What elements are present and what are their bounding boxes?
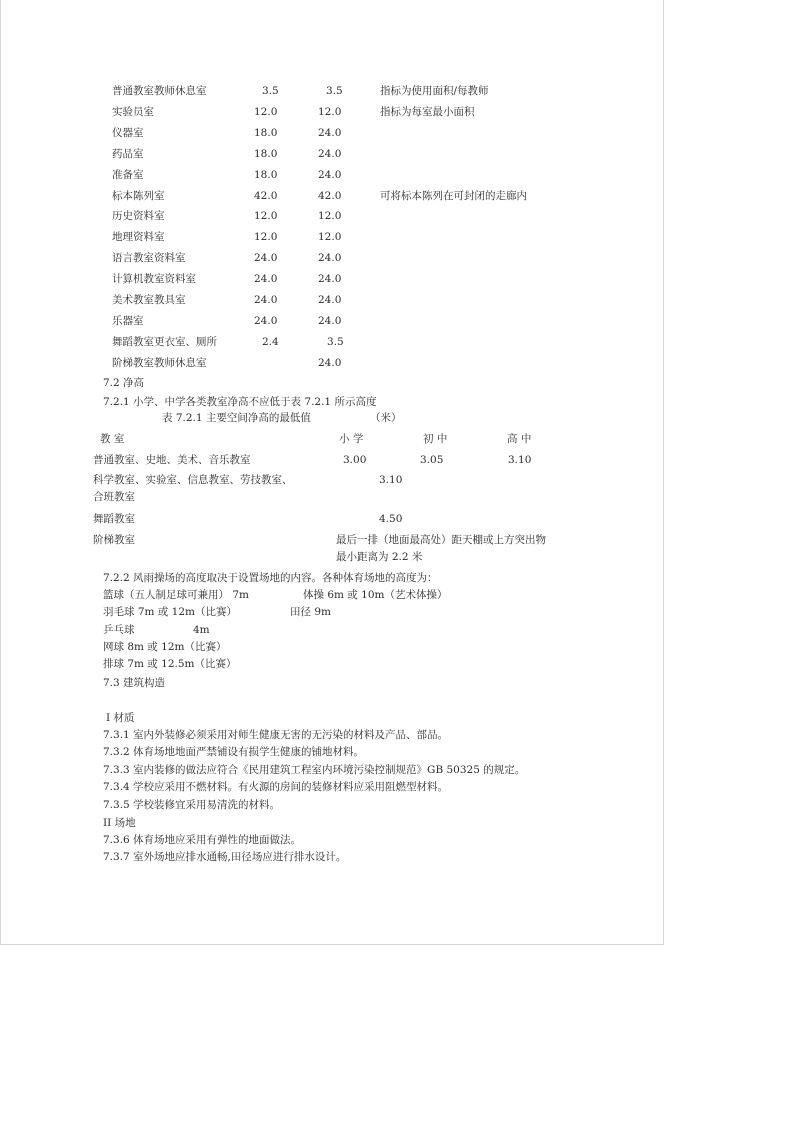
room-name: 实验员室 — [112, 105, 154, 118]
note: 指标为使用面积/每教师 — [380, 85, 489, 97]
value-1: 24.0 — [254, 273, 278, 286]
value-2: 12.0 — [318, 210, 342, 223]
room-name: 历史资料室 — [112, 210, 165, 223]
value-2: 24.0 — [318, 294, 342, 306]
value-2: 24.0 — [318, 273, 342, 286]
value-2: 24.0 — [318, 314, 342, 327]
sport-gymnastics: 体操 6m 或 10m（艺术体操） — [303, 589, 448, 601]
height-row-2-value: 3.10 — [379, 474, 403, 486]
room-name: 地理资料室 — [112, 231, 165, 244]
room-name: 准备室 — [112, 168, 144, 181]
value-1: 18.0 — [254, 168, 278, 181]
height-row-2-name-line2: 合班教室 — [93, 491, 135, 503]
value-1: 42.0 — [254, 189, 278, 202]
header-primary: 小 学 — [339, 433, 364, 445]
sport-pingpong-value: 4m — [193, 624, 210, 636]
room-name: 乐器室 — [112, 314, 144, 327]
height-row-1-name: 普通教室、史地、美术、音乐教室 — [93, 454, 251, 466]
sport-basketball: 篮球（五人制足球可兼用） 7m — [103, 589, 249, 601]
subsection-site: II 场地 — [103, 817, 136, 829]
list-item: 7.3.7 室外场地应排水通畅,田径场应进行排水设计。 — [103, 851, 347, 864]
height-row-1-senior: 3.10 — [508, 454, 532, 466]
section-7-3-heading: 7.3 建筑构造 — [103, 677, 166, 689]
value-1: 12.0 — [254, 210, 278, 223]
height-row-4-value-line1: 最后一排（地面最高处）距天棚或上方突出物 — [336, 534, 546, 546]
list-item: 7.3.2 体育场地地面严禁铺设有损学生健康的铺地材料。 — [103, 746, 365, 759]
height-row-3-value: 4.50 — [379, 513, 403, 525]
value-2: 3.5 — [326, 85, 343, 97]
height-row-3-name: 舞蹈教室 — [93, 513, 135, 525]
sport-tennis: 网球 8m 或 12m（比赛） — [103, 641, 227, 653]
header-senior: 高 中 — [507, 433, 532, 445]
header-room: 教 室 — [100, 433, 125, 445]
value-2: 24.0 — [318, 126, 342, 139]
list-item: 7.3.1 室内外装修必须采用对师生健康无害的无污染的材料及产品、部品。 — [103, 729, 449, 741]
section-7-2-heading: 7.2 净高 — [103, 377, 145, 389]
table-7-2-1-unit: （米） — [370, 412, 402, 424]
list-item: 7.3.5 学校装修宜采用易清洗的材料。 — [103, 798, 281, 811]
height-row-1-primary: 3.00 — [343, 454, 367, 466]
room-name: 标本陈列室 — [112, 189, 165, 202]
value-2: 24.0 — [318, 252, 342, 265]
value-1: 12.0 — [254, 105, 278, 118]
value-1: 24.0 — [254, 294, 278, 306]
note: 可将标本陈列在可封闭的走廊内 — [380, 189, 527, 202]
sport-pingpong-label: 乒乓球 — [103, 624, 135, 636]
value-2: 12.0 — [318, 105, 342, 118]
list-item: 7.3.6 体育场地应采用有弹性的地面做法。 — [103, 834, 302, 846]
height-row-2-name-line1: 科学教室、实验室、信息教室、劳技教室、 — [93, 474, 293, 486]
value-2: 12.0 — [318, 231, 342, 244]
room-name: 仪器室 — [112, 126, 144, 139]
value-2: 42.0 — [318, 189, 342, 202]
value-1: 12.0 — [254, 231, 278, 244]
room-name: 舞蹈教室更衣室、厕所 — [112, 335, 217, 348]
clause-7-2-1: 7.2.1 小学、中学各类教室净高不应低于表 7.2.1 所示高度 — [103, 396, 377, 408]
table-7-2-1-title: 表 7.2.1 主要空间净高的最低值 — [162, 412, 311, 424]
sport-volleyball: 排球 7m 或 12.5m（比赛） — [103, 658, 237, 670]
clause-7-2-2: 7.2.2 风雨操场的高度取决于设置场地的内容。各种体育场地的高度为： — [103, 572, 438, 584]
room-name: 普通教室教师休息室 — [112, 85, 207, 97]
sport-badminton: 羽毛球 7m 或 12m（比赛） — [103, 606, 237, 618]
room-name: 美术教室教具室 — [112, 294, 186, 306]
value-1: 24.0 — [254, 252, 278, 265]
height-row-1-junior: 3.05 — [420, 454, 444, 466]
room-name: 药品室 — [112, 147, 144, 160]
value-2: 24.0 — [318, 147, 342, 160]
note: 指标为每室最小面积 — [380, 105, 475, 118]
sport-track: 田径 9m — [290, 606, 331, 618]
value-2: 24.0 — [318, 356, 342, 369]
value-1: 18.0 — [254, 126, 278, 139]
subsection-materials: I 材质 — [106, 712, 135, 724]
value-1: 2.4 — [262, 335, 279, 348]
height-row-4-name: 阶梯教室 — [93, 534, 135, 546]
value-2: 3.5 — [327, 335, 344, 348]
value-1: 3.5 — [262, 85, 279, 97]
value-1: 18.0 — [254, 147, 278, 160]
value-2: 24.0 — [318, 168, 342, 181]
room-name: 计算机教室资料室 — [112, 273, 196, 286]
header-junior: 初 中 — [423, 433, 448, 445]
room-name: 阶梯教室教师休息室 — [112, 356, 207, 369]
list-item: 7.3.4 学校应采用不燃材料。有火源的房间的装修材料应采用阻燃型材料。 — [103, 781, 449, 794]
list-item: 7.3.3 室内装修的做法应符合《民用建筑工程室内环境污染控制规范》GB 50325 的规定。 — [103, 763, 526, 776]
value-1: 24.0 — [254, 314, 278, 327]
room-name: 语言教室资料室 — [112, 252, 186, 265]
height-row-4-value-line2: 最小距离为 2.2 米 — [336, 551, 423, 563]
